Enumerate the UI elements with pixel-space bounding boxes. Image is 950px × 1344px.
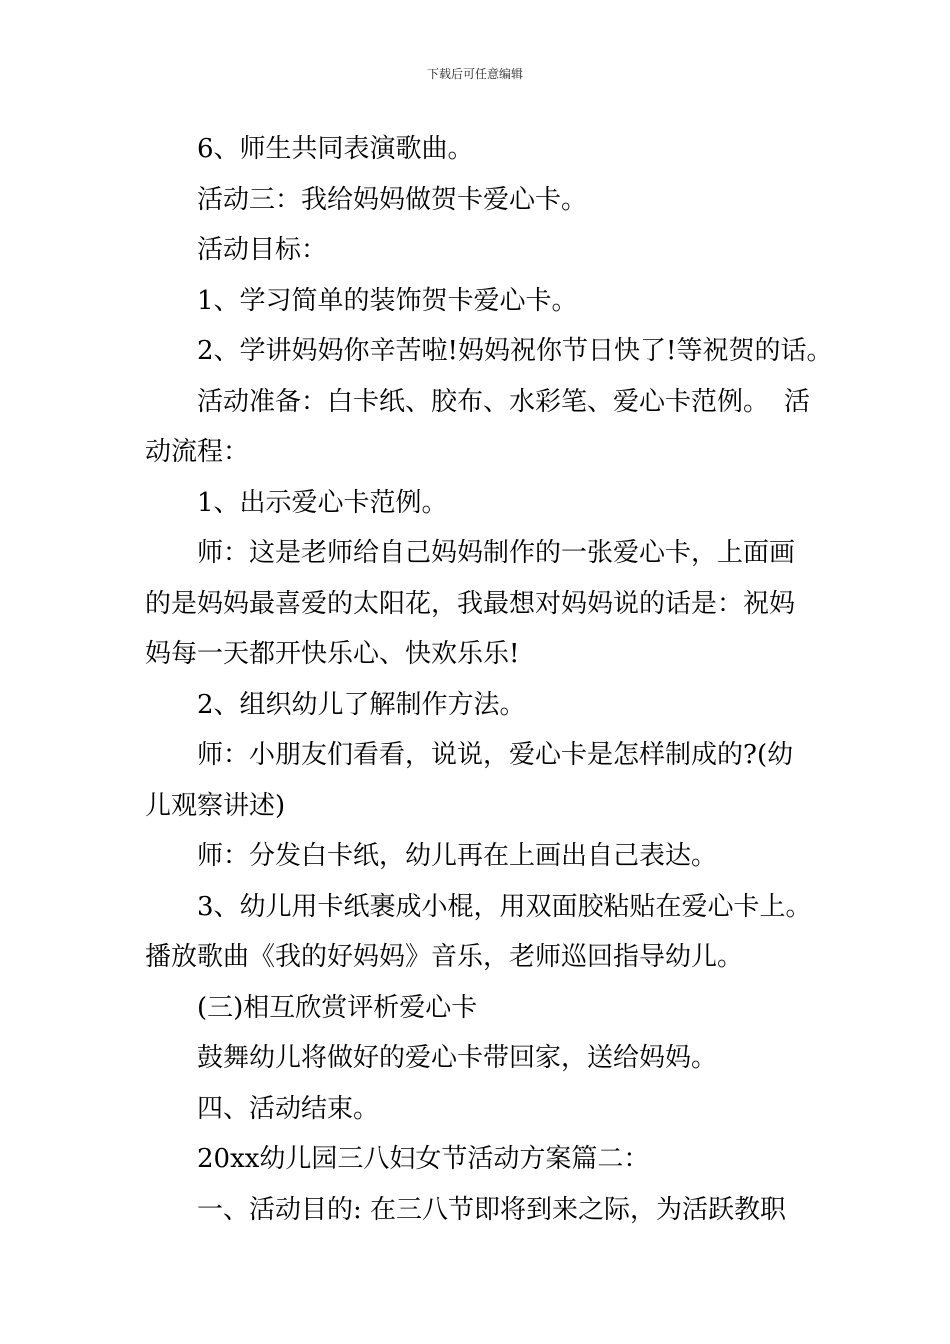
section-label: 活动目标： (197, 235, 328, 265)
process-label-start: 活 (783, 386, 810, 417)
paragraph-line: 2、组织幼儿了解制作方法。 (197, 689, 526, 720)
paragraph-line: 3、幼儿用卡纸裹成小棍，用双面胶粘贴在爱心卡上。 (197, 891, 812, 922)
activity-heading: 活动三：我给妈妈做贺卡爱心卡。 (197, 184, 588, 215)
paragraph-line: 的是妈妈最喜爱的太阳花，我最想对妈妈说的话是：祝妈 (145, 588, 796, 619)
paragraph-line: 一、活动目的: 在三八节即将到来之际，为活跃教职 (197, 1194, 787, 1225)
section-heading: (三)相互欣赏评析爱心卡 (197, 992, 478, 1023)
paragraph-line: 师：小朋友们看看，说说，爱心卡是怎样制成的?(幼 (197, 740, 794, 770)
paragraph-line: 1、学习简单的装饰贺卡爱心卡。 (197, 285, 578, 316)
paragraph-line (145, 377, 810, 428)
page-header: 下载后可任意编辑 (426, 67, 523, 81)
preparation-text: 活动准备：白卡纸、胶布、水彩笔、爱心卡范例。 (197, 386, 770, 417)
paragraph-line: 1、出示爱心卡范例。 (197, 487, 448, 518)
paragraph-line: 动流程： (145, 437, 250, 467)
paragraph-line: 2、学讲妈妈你辛苦啦!妈妈祝你节日快了!等祝贺的话。 (197, 336, 833, 366)
paragraph-line: 师：这是老师给自己妈妈制作的一张爱心卡，上面画 (197, 538, 796, 568)
paragraph-line: 播放歌曲《我的好妈妈》音乐，老师巡回指导幼儿。 (145, 942, 744, 972)
paragraph-line: 师：分发白卡纸，幼儿再在上画出自己表达。 (197, 841, 718, 871)
paragraph-line: 妈每一天都开快乐心、快欢乐乐! (145, 639, 520, 669)
section-heading: 四、活动结束。 (197, 1093, 380, 1124)
plan-title: 20xx幼儿园三八妇女节活动方案篇二： (197, 1144, 650, 1174)
document-body (145, 124, 833, 1235)
paragraph-line: 鼓舞幼儿将做好的爱心卡带回家，送给妈妈。 (197, 1043, 718, 1073)
paragraph-line: 6、师生共同表演歌曲。 (197, 134, 474, 164)
paragraph-line: 儿观察讲述) (145, 790, 286, 821)
